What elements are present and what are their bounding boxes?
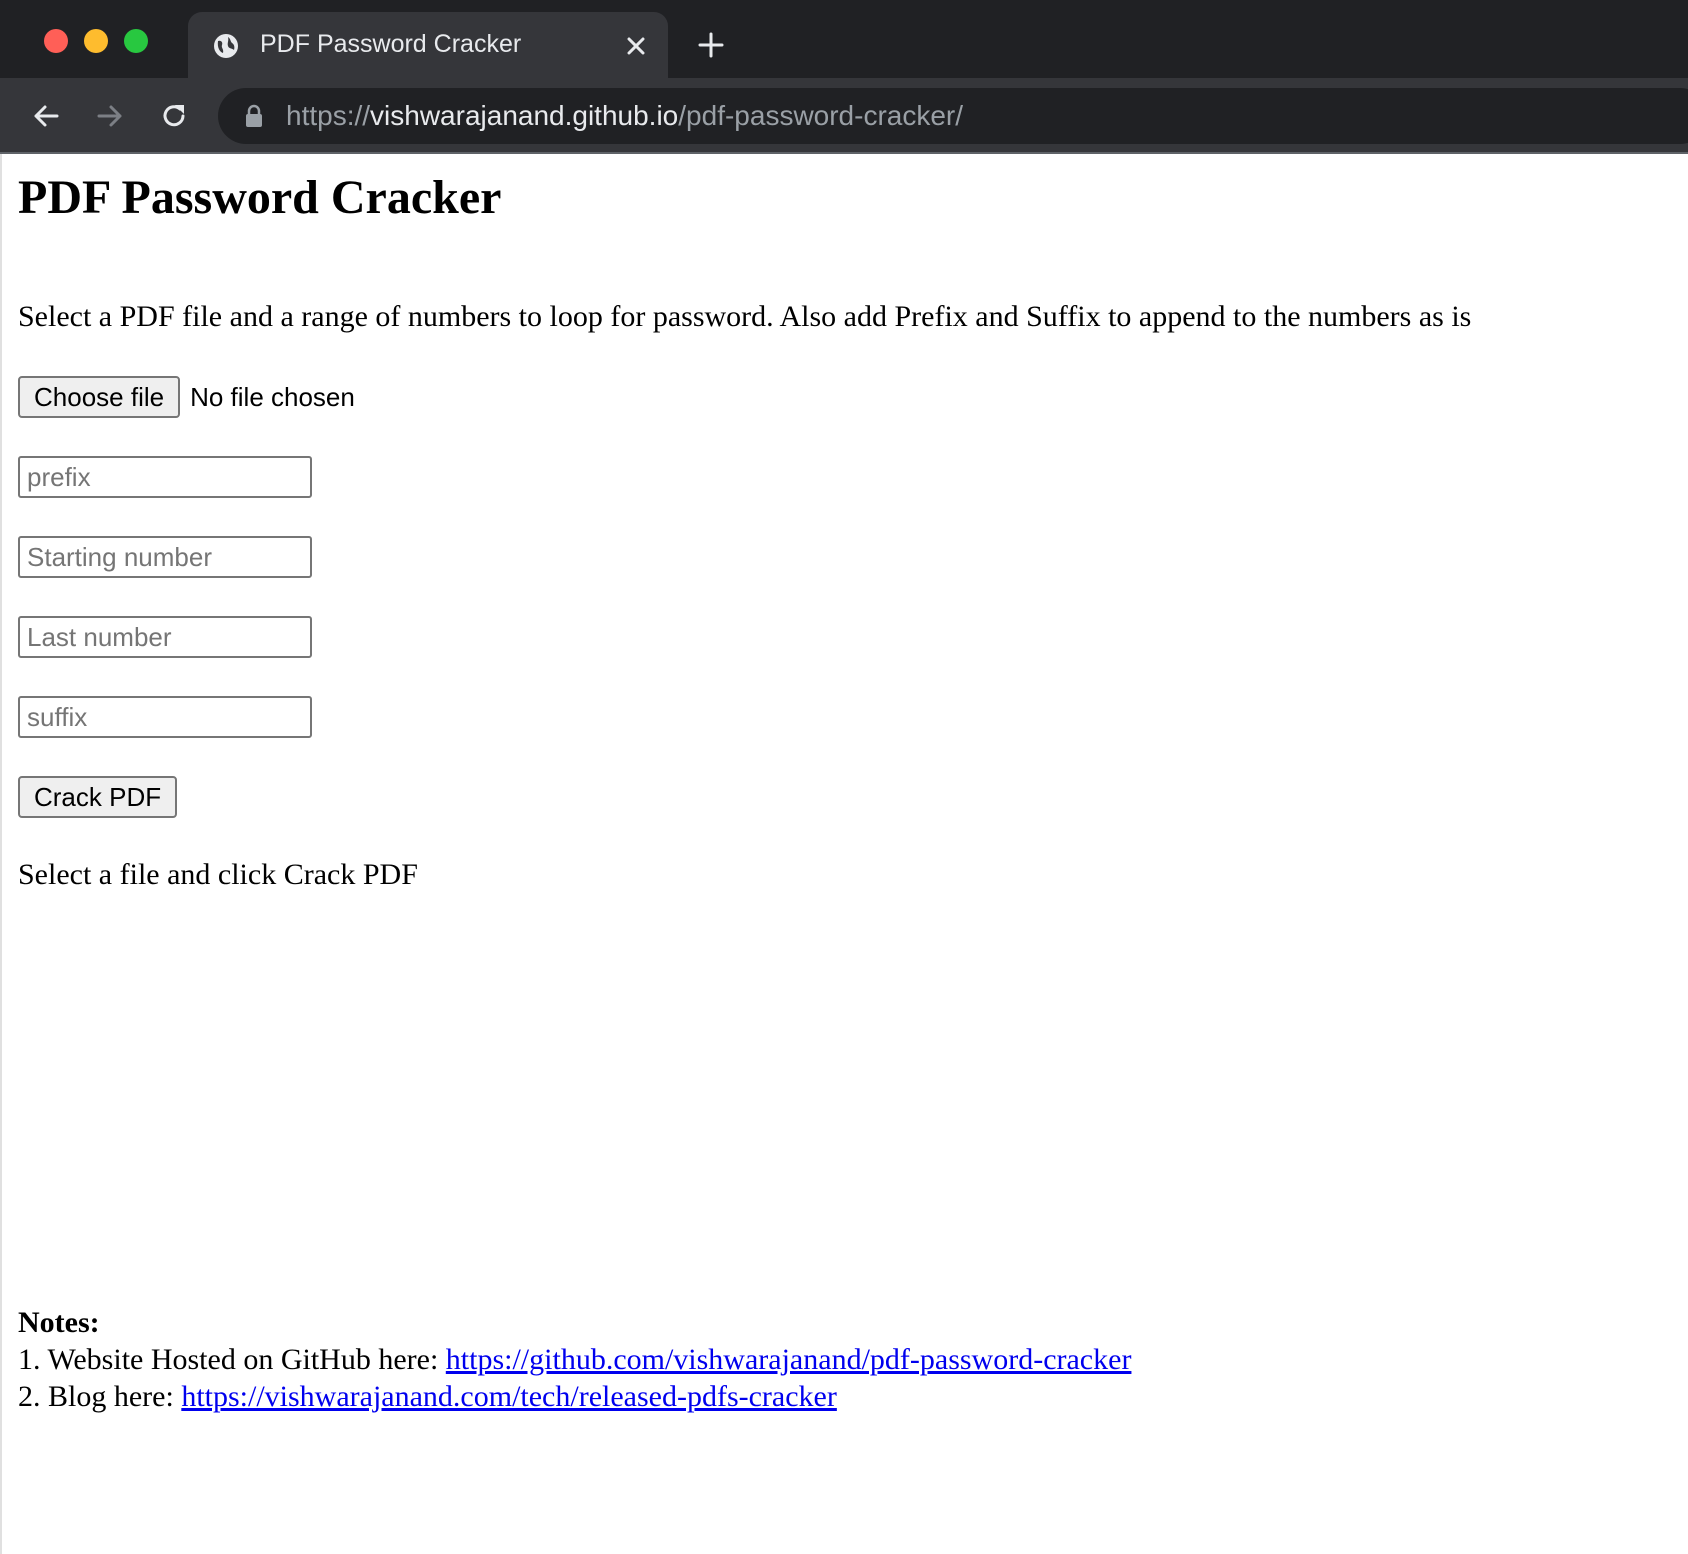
blog-link[interactable]: https://vishwarajanand.com/tech/released-pdfs-cracker [181, 1380, 837, 1413]
tab-strip [0, 0, 1688, 78]
suffix-input[interactable] [18, 696, 312, 738]
plus-icon[interactable] [696, 30, 726, 60]
crack-pdf-button[interactable]: Crack PDF [18, 776, 177, 818]
prefix-input[interactable] [18, 456, 312, 498]
url-host: vishwarajanand.github.io [370, 100, 679, 131]
globe-icon [212, 32, 240, 60]
close-icon[interactable] [622, 32, 650, 60]
address-bar[interactable] [218, 88, 1688, 144]
notes-item-blog [18, 1378, 1131, 1415]
notes-label: Notes: [18, 1306, 100, 1339]
intro-text: Select a PDF file and a range of numbers to loop for password. Also add Prefix and Suffix to append to the numbers as is [18, 300, 1472, 333]
window-zoom-button[interactable] [124, 29, 148, 53]
window-minimize-button[interactable] [84, 29, 108, 53]
url-path: /pdf-password-cracker/ [678, 100, 964, 131]
tab-title: PDF Password Cracker [260, 30, 522, 58]
notes-item-github [18, 1341, 1131, 1378]
lock-icon[interactable] [244, 104, 264, 128]
page-title: PDF Password Cracker [18, 171, 502, 224]
starting-number-input[interactable] [18, 536, 312, 578]
forward-arrow-icon[interactable] [94, 100, 126, 132]
tab-active[interactable] [188, 12, 668, 78]
url-scheme: https:// [286, 100, 371, 131]
file-status: No file chosen [190, 381, 355, 412]
back-arrow-icon[interactable] [30, 100, 62, 132]
github-link[interactable]: https://github.com/vishwarajanand/pdf-password-cracker [445, 1343, 1132, 1376]
file-input[interactable] [18, 376, 355, 418]
notes-item-github-text: 1. Website Hosted on GitHub here: [18, 1343, 446, 1376]
reload-icon[interactable] [158, 100, 190, 132]
browser-chrome [0, 0, 1688, 154]
page-content [0, 154, 1688, 1554]
notes-item-blog-text: 2. Blog here: [18, 1380, 182, 1413]
last-number-input[interactable] [18, 616, 312, 658]
notes-section [18, 1304, 1131, 1415]
status-text: Select a file and click Crack PDF [18, 858, 418, 891]
window-close-button[interactable] [44, 29, 68, 53]
browser-toolbar [0, 78, 1688, 154]
url-text [286, 100, 963, 132]
choose-file-button[interactable]: Choose file [18, 376, 180, 418]
